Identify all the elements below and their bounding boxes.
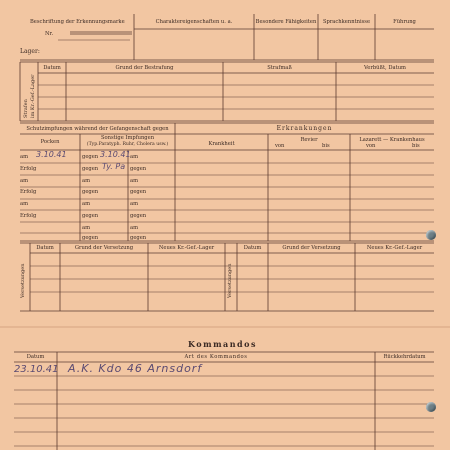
lager-label: Lager: — [20, 48, 40, 55]
vacc-row-label: Erfolg — [20, 166, 37, 172]
transfers-side-label-right: Versetzungen — [227, 263, 233, 298]
vacc-col-other: Sonstige Impfungen — [100, 135, 155, 141]
vacc-gegen: gegen — [82, 166, 99, 172]
vacc-am: am — [130, 154, 139, 160]
vacc-col-pocken: Pocken — [40, 139, 60, 145]
abilities-header: Besondere Fähigkeiten — [255, 19, 317, 25]
vacc-am: am — [82, 201, 91, 207]
illness-revier-bis: bis — [322, 143, 330, 149]
illness-header: Erkrankungen — [276, 125, 333, 132]
vacc-gegen: gegen — [82, 154, 99, 160]
kommandos-title: Kommandos — [188, 339, 257, 349]
character-header: Charaktereigenschaften u. a. — [155, 19, 233, 25]
vacc-am: am — [130, 178, 139, 184]
kommando-col-kind: Art des Kommandos — [184, 354, 248, 360]
vacc-gegen: gegen — [130, 235, 147, 241]
grommet-hole — [426, 230, 436, 240]
illness-lazarett-von: von — [366, 143, 376, 149]
illness-lazarett-bis: bis — [412, 143, 420, 149]
punish-col-penalty: Strafmaß — [267, 65, 292, 71]
illness-col-lazarett: Lazarett — Krankenhaus — [359, 137, 425, 143]
transfer-col-date-2: Datum — [243, 245, 262, 251]
leadership-header: Führung — [393, 19, 416, 25]
illness-revier-von: von — [275, 143, 285, 149]
handwritten-pocken-date: 3.10.41 — [36, 150, 67, 159]
vacc-gegen: gegen — [82, 213, 99, 219]
vacc-gegen: gegen — [82, 235, 99, 241]
vacc-am: am — [82, 178, 91, 184]
transfer-col-new-camp: Neues Kr.-Gef.-Lager — [158, 245, 215, 251]
marke-label: Beschriftung der Erkennungsmarke — [30, 19, 125, 25]
handwritten-other-date: 3.10.41 — [100, 150, 131, 159]
vacc-col-other-sub: (Typ.Paratyph. Ruhr, Cholera usw.) — [86, 142, 169, 147]
handwritten-other-against: Ty. Pa — [102, 162, 126, 171]
languages-header: Sprachkenntnisse — [322, 19, 371, 25]
vacc-row-label: am — [20, 201, 29, 207]
vacc-row-label: am — [20, 154, 29, 160]
transfer-col-reason: Grund der Versetzung — [74, 245, 134, 251]
vacc-gegen: gegen — [130, 189, 147, 195]
vacc-row-label: Erfolg — [20, 213, 37, 219]
punishments-side-label-2: im Kr.-Gef.-Lager — [30, 74, 36, 118]
kommando-col-return: Rückkehrdatum — [383, 354, 426, 360]
handwritten-kommando-kind: A.K. Kdo 46 Arnsdorf — [68, 362, 203, 375]
punish-col-served: Verbüßt, Datum — [364, 65, 406, 71]
transfer-col-reason-2: Grund der Versetzung — [282, 245, 341, 251]
transfer-col-new-camp-2: Neues Kr.-Gef.-Lager — [366, 245, 423, 251]
vaccination-header: Schutzimpfungen während der Gefangenschaft gegen — [26, 126, 169, 132]
vacc-am: am — [82, 225, 91, 231]
vacc-am: am — [130, 225, 139, 231]
kommando-col-date: Datum — [26, 354, 45, 360]
transfer-col-date: Datum — [36, 245, 54, 251]
vacc-row-label: am — [20, 178, 29, 184]
transfers-side-label-left: Versetzungen — [20, 263, 26, 298]
punish-col-date: Datum — [43, 65, 61, 71]
illness-col-illness: Krankheit — [208, 141, 235, 147]
nr-label: Nr. — [45, 31, 54, 37]
fold-crease — [0, 326, 450, 328]
punishments-side-label: Strafen — [23, 99, 29, 118]
handwritten-kommando-date: 23.10.41 — [14, 364, 59, 375]
punish-col-reason: Grund der Bestrafung — [115, 65, 174, 71]
grommet-hole — [426, 402, 436, 412]
vacc-gegen: gegen — [82, 189, 99, 195]
vacc-row-label: Erfolg — [20, 189, 37, 195]
vacc-am: am — [130, 201, 139, 207]
vacc-gegen: gegen — [130, 213, 147, 219]
illness-col-revier: Revier — [300, 137, 318, 143]
vacc-gegen: gegen — [130, 166, 147, 172]
